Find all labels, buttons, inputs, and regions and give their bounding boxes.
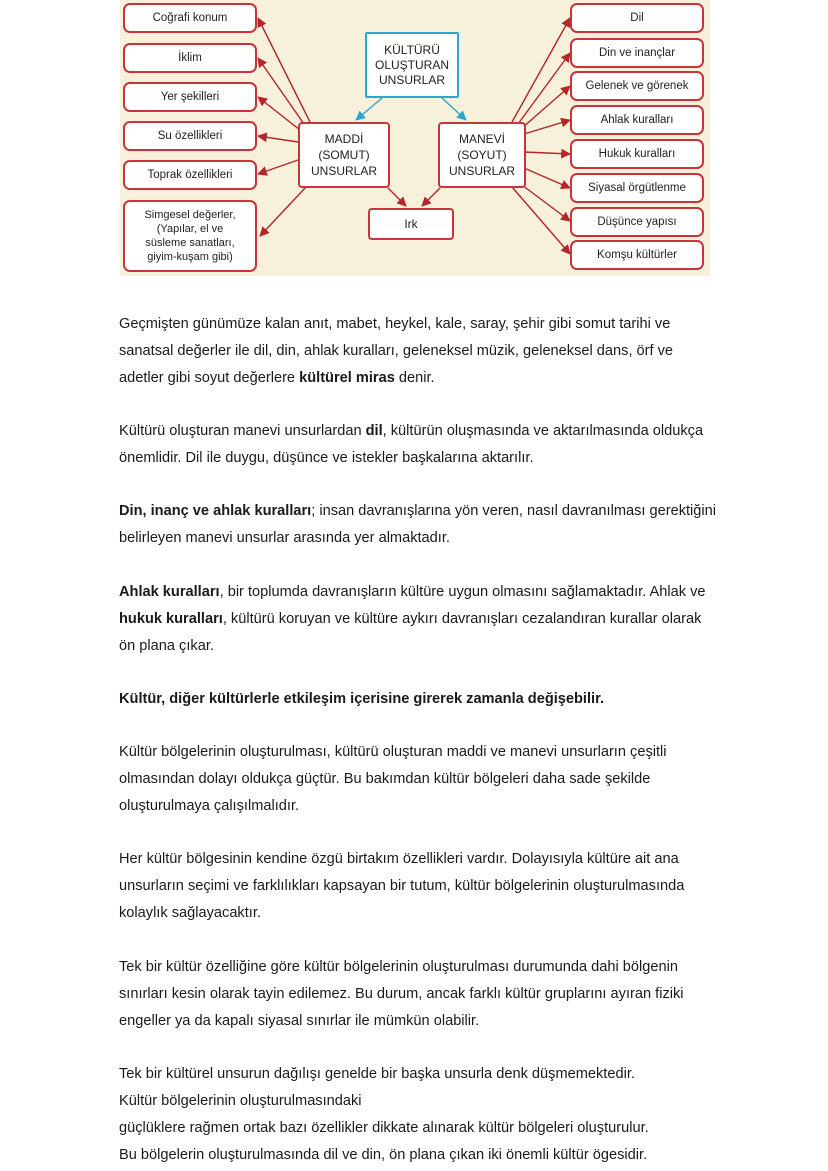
paragraph-language: Kültürü oluşturan manevi unsurlardan dil, kültürün oluşmasında ve aktarılmasında oldukça önemlidir. Dil ile duygu, düşünce ve istekler başkalarına aktarılır. <box>119 423 704 466</box>
left-item-symbolic-values: Simgesel değerler, (Yapılar, el ve süsleme sanatları, giyim-kuşam gibi) <box>123 200 257 272</box>
paragraph-language-religion: Tek bir kültürel unsurun dağılışı genelde bir başka unsurla denk düşmemektedir. Kültür bölgelerinin oluşturulmasındaki güçlüklere rağmen ortak bazı özellikler dikkate alınarak kültür bölgeleri oluşturulur. Bu bölgelerin oluşturulmasında dil ve din, ön plana çıkan iki önemli kültür ögesidir. <box>119 1066 649 1163</box>
left-item-geographic-location: Coğrafi konum <box>123 3 257 33</box>
right-item-neighbor-cultures: Komşu kültürler <box>570 240 704 270</box>
paragraph-moral-rules: Ahlak kuralları, bir toplumda davranışların kültüre uygun olmasını sağlamaktadır. Ahlak ve hukuk kuralları, kültürü koruyan ve kültüre aykırı davranışları cezalandıran kurallar olarak ön plana çıkar. <box>119 584 706 654</box>
arrow-to-yer-sekilleri <box>258 97 300 130</box>
arrow-to-komsu <box>512 187 570 254</box>
arrow-to-siyasal <box>524 168 570 188</box>
right-item-mindset: Düşünce yapısı <box>570 207 704 237</box>
arrow-manevi-to-irk <box>422 188 440 206</box>
race-box: Irk <box>368 208 454 240</box>
paragraph-culture-change: Kültür, diğer kültürlerle etkileşim içerisine girerek zamanla değişebilir. <box>119 691 605 707</box>
left-item-water-features: Su özellikleri <box>123 121 257 151</box>
arrow-to-dil <box>512 18 570 122</box>
right-item-legal-rules: Hukuk kuralları <box>570 139 704 169</box>
arrow-to-toprak-ozellikleri <box>258 160 298 174</box>
left-item-landforms: Yer şekilleri <box>123 82 257 112</box>
paragraph-religion: Din, inanç ve ahlak kuralları; insan davranışlarına yön veren, nasıl davranılması gerektiğini belirleyen manevi unsurlar arasında yer almaktadır. <box>119 503 717 546</box>
culture-elements-diagram <box>120 0 710 276</box>
arrow-top-to-manevi <box>442 98 466 120</box>
spiritual-elements-box: MANEVİ (SOYUT) UNSURLAR <box>438 122 526 188</box>
arrow-to-iklim <box>258 58 304 124</box>
right-item-language: Dil <box>570 3 704 33</box>
arrow-to-ahlak <box>524 120 570 134</box>
paragraph-cultural-heritage: Geçmişten günümüze kalan anıt, mabet, heykel, kale, saray, şehir gibi somut tarihi ve sanatsal değerler ile dil, din, ahlak kuralları, geleneksel müzik, geleneksel dans, örf ve adetler gibi soyut değerlere kültürel miras denir. <box>119 316 674 386</box>
arrow-to-simgesel-degerler <box>260 187 306 236</box>
arrow-to-su-ozellikleri <box>258 136 298 142</box>
left-item-climate: İklim <box>123 43 257 73</box>
right-item-political-organization: Siyasal örgütlenme <box>570 173 704 203</box>
arrow-maddi-to-irk <box>388 188 406 206</box>
right-item-religion-beliefs: Din ve inançlar <box>570 38 704 68</box>
culture-elements-title-box: KÜLTÜRÜ OLUŞTURAN UNSURLAR <box>365 32 459 98</box>
arrow-top-to-maddi <box>356 98 382 120</box>
right-item-customs: Gelenek ve görenek <box>570 71 704 101</box>
paragraph-region-borders: Tek bir kültür özelliğine göre kültür bölgelerinin oluşturulması durumunda dahi bölgenin sınırları kesin olarak tayin edilemez. Bu durum, ancak farklı kültür gruplarını ayıran fiziki engeller ya da kapalı siyasal sınırlar ile mümkün olabilir. <box>119 959 684 1029</box>
arrow-to-hukuk <box>524 152 570 154</box>
arrow-to-dusunce <box>518 182 570 221</box>
material-elements-box: MADDİ (SOMUT) UNSURLAR <box>298 122 390 188</box>
paragraph-region-features: Her kültür bölgesinin kendine özgü birtakım özellikleri vardır. Dolayısıyla kültüre ait ana unsurların seçimi ve farklılıkları kapsayan bir tutum, kültür bölgelerinin oluşturulmasında kolaylık sağlayacaktır. <box>119 851 685 921</box>
paragraph-region-difficulty: Kültür bölgelerinin oluşturulması, kültürü oluşturan maddi ve manevi unsurların çeşitli olmasından dolayı oldukça güçtür. Bu bakımdan kültür bölgeleri daha sade şekilde oluşturulmaya çalışılmalıdır. <box>119 744 667 814</box>
right-item-moral-rules: Ahlak kuralları <box>570 105 704 135</box>
left-item-soil-features: Toprak özellikleri <box>123 160 257 190</box>
